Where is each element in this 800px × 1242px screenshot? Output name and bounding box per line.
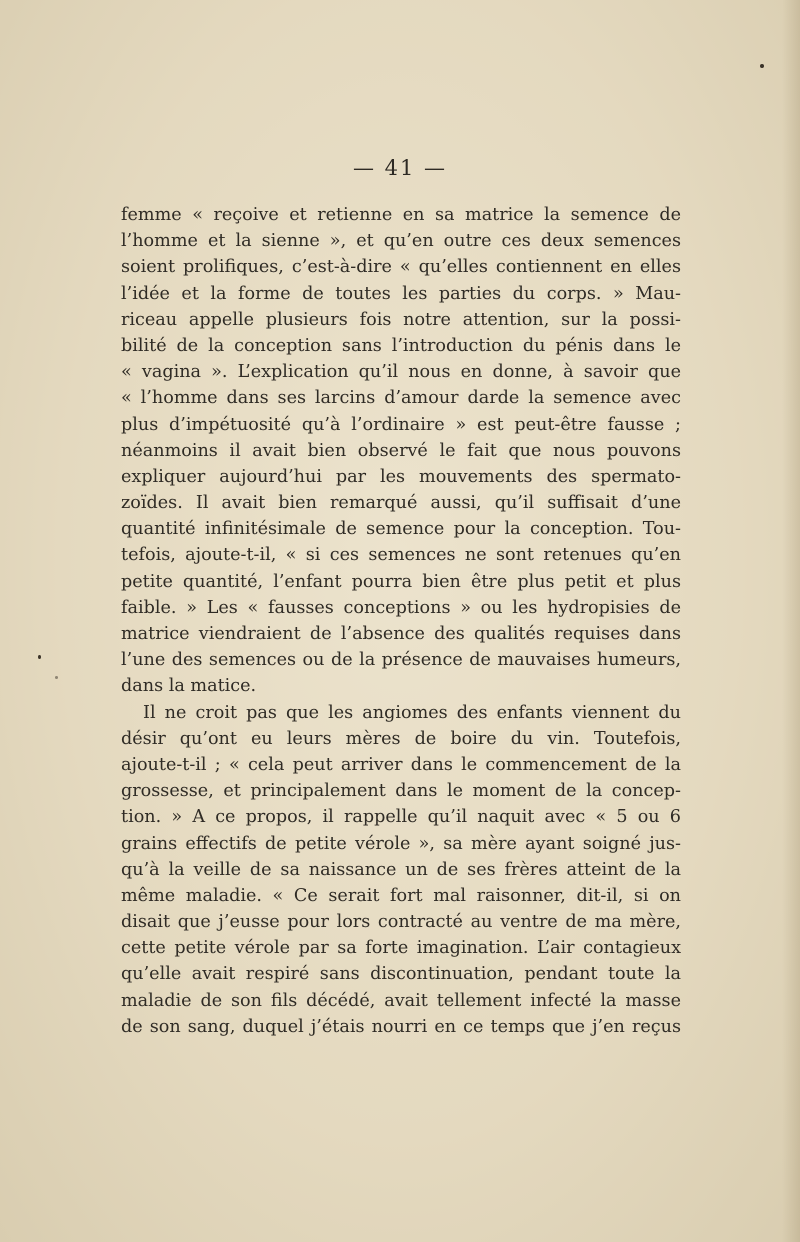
text-line: quantité infinitésimale de semence pour la conception. Tou- xyxy=(121,519,681,540)
text-line: qu’elle avait respiré sans discontinuation, pendant toute la xyxy=(121,964,681,985)
body-text xyxy=(121,202,681,1040)
text-line: tion. » A ce propos, il rappelle qu’il naquit avec « 5 ou 6 xyxy=(121,807,681,828)
text-line: cette petite vérole par sa forte imagination. L’air contagieux xyxy=(121,938,681,959)
text-line: petite quantité, l’enfant pourra bien être plus petit et plus xyxy=(121,571,681,592)
text-line: matrice viendraient de l’absence des qualités requises dans xyxy=(121,624,681,644)
text-line: zoïdes. Il avait bien remarqué aussi, qu’il suffisait d’une xyxy=(121,493,681,514)
text-line: riceau appelle plusieurs fois notre attention, sur la possi- xyxy=(121,309,681,330)
text-line: soient prolifiques, c’est-à-dire « qu’elles contiennent en elles xyxy=(121,257,681,278)
text-line: plus d’impétuosité qu’à l’ordinaire » est peut-être fausse ; xyxy=(121,414,681,435)
text-line: faible. » Les « fausses conceptions » ou les hydropisies de xyxy=(121,597,681,618)
text-line: néanmoins il avait bien observé le fait que nous pouvons xyxy=(121,440,681,461)
text-line: l’une des semences ou de la présence de mauvaises humeurs, xyxy=(121,650,681,671)
text-line: expliquer aujourd’hui par les mouvements des spermato- xyxy=(121,466,681,487)
text-line: grossesse, et principalement dans le moment de la concep- xyxy=(121,781,681,802)
ink-speck xyxy=(55,676,58,679)
text-line: ajoute-t-il ; « cela peut arriver dans le commencement de la xyxy=(121,754,681,775)
ink-speck xyxy=(38,655,41,659)
text-line: l’idée et la forme de toutes les parties du corps. » Mau- xyxy=(121,283,681,304)
text-line: l’homme et la sienne », et qu’en outre ces deux semences xyxy=(121,231,681,252)
text-line: désir qu’ont eu leurs mères de boire du vin. Toutefois, xyxy=(121,728,681,749)
text-line: tefois, ajoute-t-il, « si ces semences ne sont retenues qu’en xyxy=(121,545,681,566)
text-line: grains effectifs de petite vérole », sa mère ayant soigné jus- xyxy=(121,833,681,854)
text-line-paragraph-start: Il ne croit pas que les angiomes des enfants viennent du xyxy=(143,702,681,723)
text-line: « l’homme dans ses larcins d’amour darde la semence avec xyxy=(121,388,681,409)
text-line: même maladie. « Ce serait fort mal raisonner, dit-il, si on xyxy=(121,885,681,906)
page-number: — 41 — xyxy=(352,156,448,180)
text-line-paragraph-end: dans la matice. xyxy=(121,676,257,697)
page-spine-shadow xyxy=(782,0,800,1242)
text-line: disait que j’eusse pour lors contracté au ventre de ma mère, xyxy=(121,912,681,933)
ink-speck xyxy=(760,64,764,68)
text-line: femme « reçoive et retienne en sa matrice la semence de xyxy=(121,205,681,225)
text-line: maladie de son fils décédé, avait tellement infecté la masse xyxy=(121,990,681,1011)
text-line: qu’à la veille de sa naissance un de ses frères atteint de la xyxy=(121,859,681,880)
text-line: bilité de la conception sans l’introduction du pénis dans le xyxy=(121,335,681,356)
text-line: de son sang, duquel j’étais nourri en ce temps que j’en reçus xyxy=(121,1016,681,1037)
text-line: « vagina ». L’explication qu’il nous en donne, à savoir que xyxy=(121,362,681,383)
